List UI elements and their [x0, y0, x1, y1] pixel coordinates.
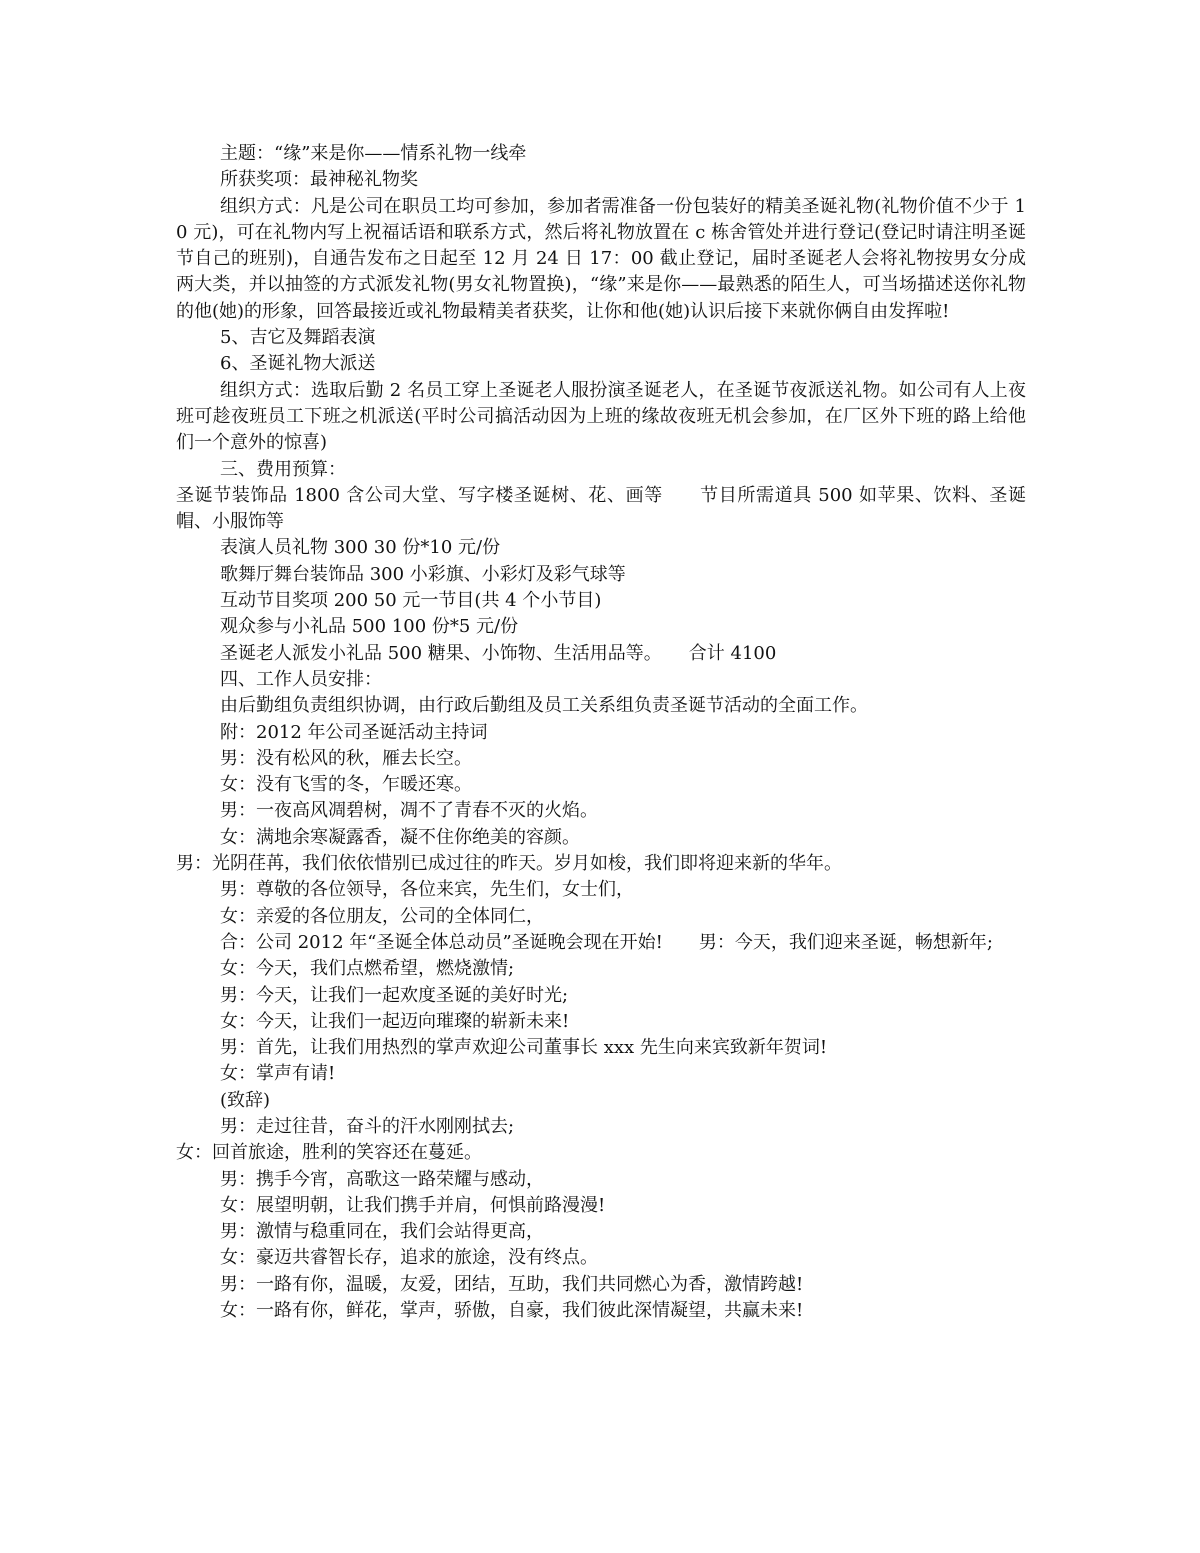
document-paragraph: 男：携手今宵，高歌这一路荣耀与感动，	[220, 1168, 544, 1190]
document-paragraph: 5、吉它及舞蹈表演	[220, 327, 376, 349]
document-paragraph: 男：一夜高风凋碧树，凋不了青春不灭的火焰。	[220, 800, 598, 822]
document-paragraph: 合：公司 2012 年“圣诞全体总动员”圣诞晚会现在开始! 男：今天，我们迎来圣诞，畅想新年;	[220, 931, 993, 953]
document-paragraph: 女：一路有你，鲜花，掌声，骄傲，自豪，我们彼此深情凝望，共赢未来!	[220, 1300, 804, 1322]
document-paragraph: 表演人员礼物 300 30 份*10 元/份	[220, 537, 501, 559]
document-paragraph: 圣诞老人派发小礼品 500 糖果、小饰物、生活用品等。 合计 4100	[220, 642, 777, 664]
document-paragraph: 女：没有飞雪的冬，乍暖还寒。	[220, 774, 472, 796]
document-paragraph: 由后勤组负责组织协调，由行政后勤组及员工关系组负责圣诞节活动的全面工作。	[220, 695, 868, 717]
document-paragraph: 三、费用预算：	[220, 458, 346, 480]
document-paragraph: 女：展望明朝，让我们携手并肩，何惧前路漫漫!	[220, 1194, 606, 1216]
document-paragraph: 男：走过往昔，奋斗的汗水刚刚拭去;	[220, 1115, 515, 1137]
document-paragraph: 男：激情与稳重同在，我们会站得更高，	[220, 1221, 544, 1243]
document-paragraph: 男：光阴荏苒，我们依依惜别已成过往的昨天。岁月如梭，我们即将迎来新的华年。	[176, 853, 842, 875]
document-paragraph: 女：今天，我们点燃希望，燃烧激情;	[220, 958, 515, 980]
document-paragraph: 男：一路有你，温暖，友爱，团结，互助，我们共同燃心为香，激情跨越!	[220, 1273, 804, 1295]
document-paragraph: (致辞)	[220, 1089, 271, 1111]
document-body	[176, 141, 1026, 1324]
document-paragraph: 互动节目奖项 200 50 元一节目(共 4 个小节目)	[220, 590, 602, 612]
document-paragraph: 6、圣诞礼物大派送	[220, 353, 376, 375]
document-paragraph: 男：没有松风的秋，雁去长空。	[220, 747, 472, 769]
document-paragraph: 男：首先，让我们用热烈的掌声欢迎公司董事长 xxx 先生向来宾致新年贺词!	[220, 1037, 828, 1059]
document-paragraph: 四、工作人员安排：	[220, 668, 382, 690]
document-paragraph: 男：今天，让我们一起欢度圣诞的美好时光;	[220, 984, 569, 1006]
document-paragraph: 观众参与小礼品 500 100 份*5 元/份	[220, 616, 519, 638]
document-paragraph: 所获奖项：最神秘礼物奖	[220, 169, 418, 191]
document-paragraph: 组织方式：选取后勤 2 名员工穿上圣诞老人服扮演圣诞老人，在圣诞节夜派送礼物。如公司有人上夜班可趁夜班员工下班之机派送(平时公司搞活动因为上班的缘故夜班无机会参加，在厂区外下班的路上给他们一个意外的惊喜)	[176, 379, 1026, 454]
document-paragraph: 主题：“缘”来是你——情系礼物一线牵	[220, 143, 527, 164]
document-paragraph: 歌舞厅舞台装饰品 300 小彩旗、小彩灯及彩气球等	[220, 563, 626, 585]
document-paragraph: 男：尊敬的各位领导，各位来宾，先生们，女士们，	[220, 879, 634, 901]
document-paragraph: 圣诞节装饰品 1800 含公司大堂、写字楼圣诞树、花、画等 节目所需道具 500 如苹果、饮料、圣诞帽、小服饰等	[176, 484, 1026, 533]
document-paragraph: 女：回首旅途，胜利的笑容还在蔓延。	[176, 1142, 482, 1164]
document-paragraph: 组织方式：凡是公司在职员工均可参加，参加者需准备一份包装好的精美圣诞礼物(礼物价值不少于 10 元)，可在礼物内写上祝福话语和联系方式，然后将礼物放置在 c 栋舍管处并进行登记(登记时请注明圣诞节自己的班别)，自通告发布之日起至 12 月 24 日 17：00 截止登记，届时圣诞老人会将礼物按男女分成两大类，并以抽签的方式派发礼物(男女礼物置换)，“缘”来是你——最熟悉的陌生人，可当场描述送你礼物的他(她)的形象，回答最接近或礼物最精美者获奖，让你和他(她)认识后接下来就你俩自由发挥啦!	[176, 195, 1026, 322]
document-paragraph: 女：掌声有请!	[220, 1063, 336, 1085]
document-paragraph: 女：亲爱的各位朋友，公司的全体同仁，	[220, 905, 544, 927]
document-paragraph: 女：豪迈共睿智长存，追求的旅途，没有终点。	[220, 1247, 598, 1269]
document-paragraph: 女：满地余寒凝露香，凝不住你绝美的容颜。	[220, 826, 580, 848]
document-paragraph: 附：2012 年公司圣诞活动主持词	[220, 721, 488, 743]
document-paragraph: 女：今天，让我们一起迈向璀璨的崭新未来!	[220, 1010, 570, 1032]
